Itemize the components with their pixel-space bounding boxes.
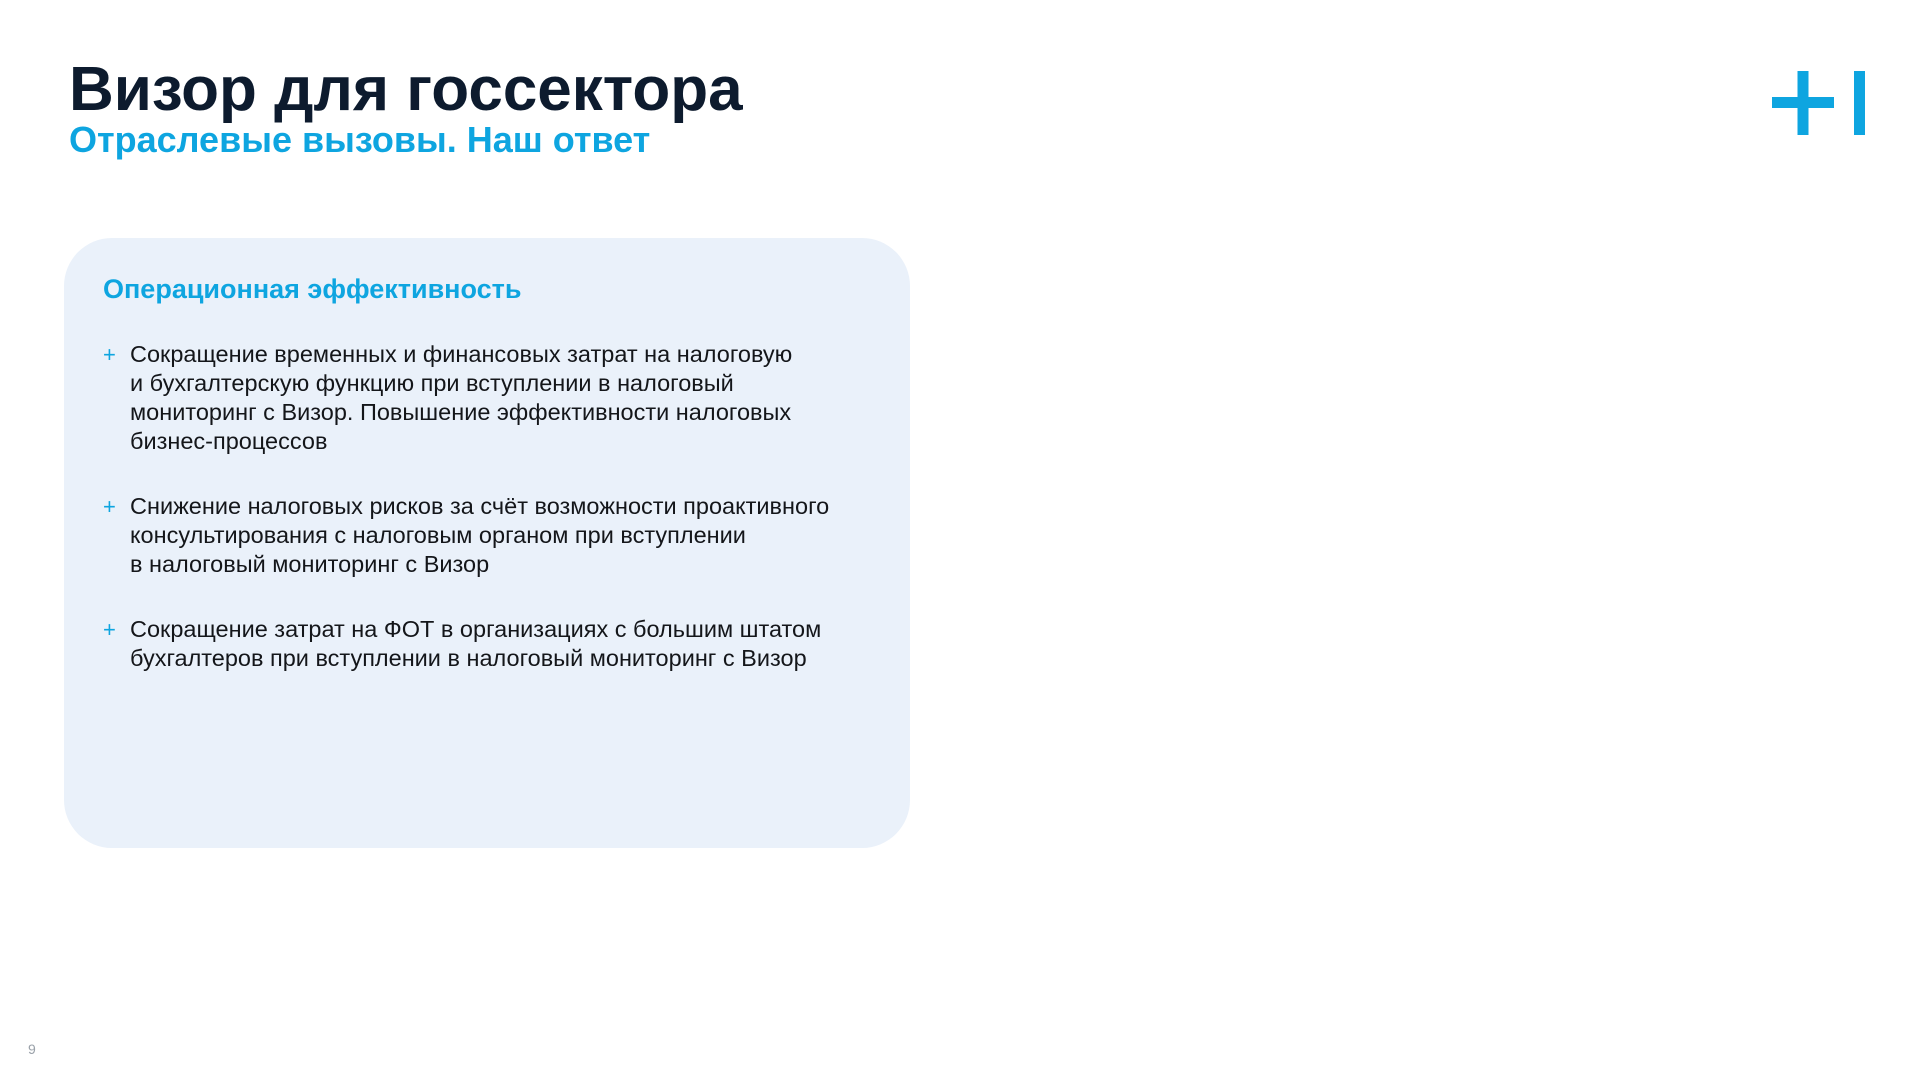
page-title: Визор для госсектора: [69, 55, 743, 124]
plus-bullet-icon: +: [103, 494, 116, 519]
bullet-list: [103, 340, 893, 709]
list-item: [103, 492, 893, 579]
bullet-text: Снижение налоговых рисков за счёт возможности проактивного консультирования с налоговым органом при вступлении в налоговый мониторинг с Визор: [130, 493, 830, 577]
plus-bar-logo-icon: [1772, 70, 1866, 136]
list-item: [103, 340, 893, 456]
card-title: Операционная эффективность: [103, 274, 522, 304]
plus-bullet-icon: +: [103, 342, 116, 367]
page-number: 9: [28, 1041, 36, 1057]
bullet-text: Сокращение затрат на ФОТ в организациях с большим штатом бухгалтеров при вступлении в налоговый мониторинг с Визор: [130, 616, 822, 671]
page-subtitle: Отраслевые вызовы. Наш ответ: [69, 119, 651, 160]
operational-efficiency-card: [64, 238, 910, 848]
bullet-text: Сокращение временных и финансовых затрат на налоговую и бухгалтерскую функцию при вступлении в налоговый мониторинг с Визор. Повышение эффективности налоговых бизнес-процессов: [130, 341, 793, 454]
list-item: [103, 615, 893, 673]
plus-bullet-icon: +: [103, 617, 116, 642]
